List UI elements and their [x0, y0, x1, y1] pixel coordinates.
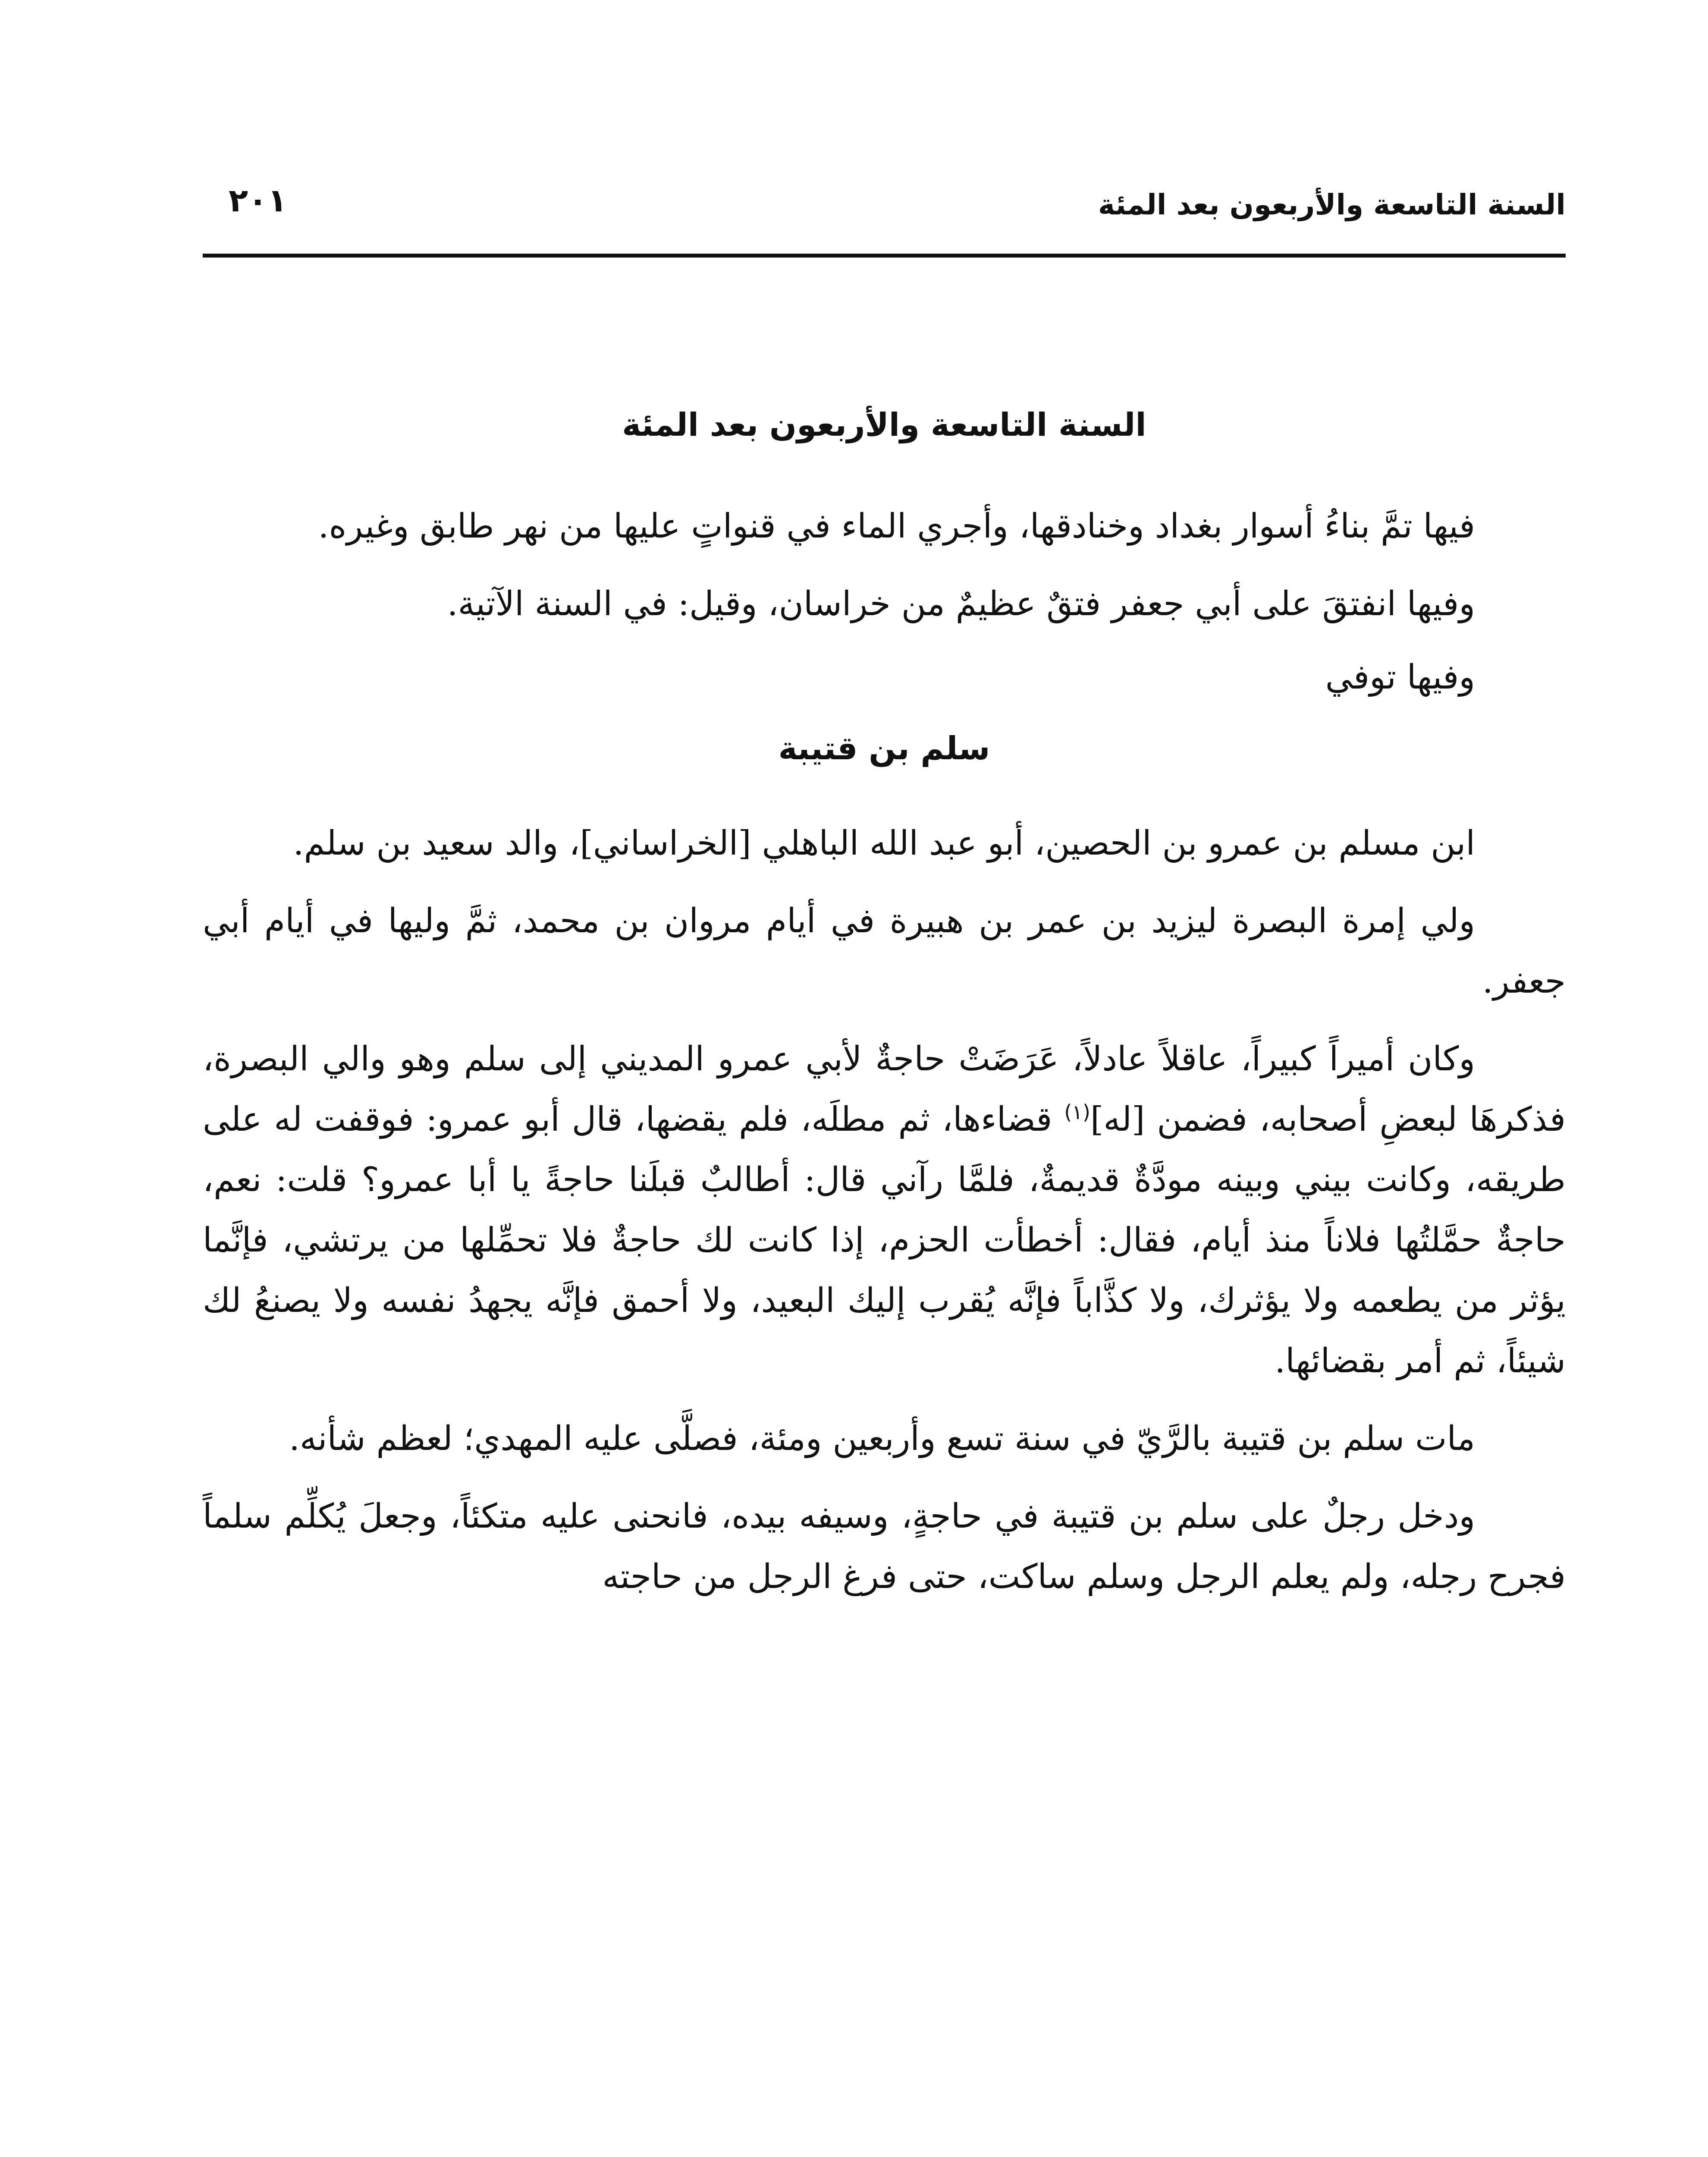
running-title: السنة التاسعة والأربعون بعد المئة	[1098, 188, 1566, 221]
paragraph-khurasan: وفيها انفتقَ على أبي جعفر فتقٌ عظيمٌ من خراسان، وقيل: في السنة الآتية.	[447, 585, 1475, 623]
paragraph-walls: فيها تمَّ بناءُ أسوار بغداد وخنادقها، وأجري الماء في قنواتٍ عليها من نهر طابق وغيره.	[318, 507, 1475, 546]
paragraph-death: مات سلم بن قتيبة بالرَّيّ في سنة تسع وأربعين ومئة، فصلَّى عليه المهدي؛ لعظم شأنه.	[289, 1419, 1475, 1458]
paragraph-governorship: ولي إمرة البصرة ليزيد بن عمر بن هبيرة في أيام مروان بن محمد، ثمَّ وليها في أيام أبي جعفر.	[203, 902, 1566, 1001]
paragraph-anecdote	[203, 1029, 1566, 1391]
biography-heading: سلم بن قتيبة	[778, 730, 990, 767]
page-number: ٢٠١	[229, 182, 287, 219]
footnote-reference: (١)	[1064, 1101, 1090, 1124]
header-rule	[203, 254, 1566, 258]
paragraph-lineage: ابن مسلم بن عمرو بن الحصين، أبو عبد الله الباهلي [الخراساني]، والد سعيد بن سلم.	[293, 824, 1475, 863]
anecdote-text-end: قضاءها، ثم مطلَه، فلم يقضها، قال أبو عمرو: فوقفت له على طريقه، وكانت بيني وبينه مودَّةٌ قديمةٌ، فلمَّا رآني قال: أطالبٌ قبلَنا حاجةً يا أبا عمرو؟ قلت: نعم، حاجةٌ حمَّلتُها فلاناً منذ أيام، فقال: أخطأت الحزم، إذا كانت لك حاجةٌ فلا تحمِّلها من يرتشي، فإنَّما يؤثر من يطعمه ولا يؤثرك، ولا كذَّاباً فإنَّه يُقرب إليك البعيد، ولا أحمق فإنَّه يجهدُ نفسه ولا يصنعُ لك شيئاً، ثم أمر بقضائها.	[203, 1100, 1566, 1380]
running-header	[203, 181, 1566, 237]
main-text	[203, 401, 1566, 1624]
anecdote-text-start: وكان أميراً كبيراً، عاقلاً عادلاً، عَرَضَتْ حاجةٌ لأبي عمرو المديني إلى سلم وهو والي البصرة، فذكرهَا لبعضِ أصحابه، فضمن [له]	[203, 1040, 1566, 1139]
paragraph-deaths-intro: وفيها توفي	[1325, 658, 1475, 697]
year-heading: السنة التاسعة والأربعون بعد المئة	[622, 406, 1146, 443]
paragraph-sword-story: ودخل رجلٌ على سلم بن قتيبة في حاجةٍ، وسيفه بيده، فانحنى عليه متكئاً، وجعلَ يُكلِّم سلماً فجرح رجله، ولم يعلم الرجل وسلم ساكت، حتى فرغ الرجل من حاجته	[203, 1497, 1566, 1596]
